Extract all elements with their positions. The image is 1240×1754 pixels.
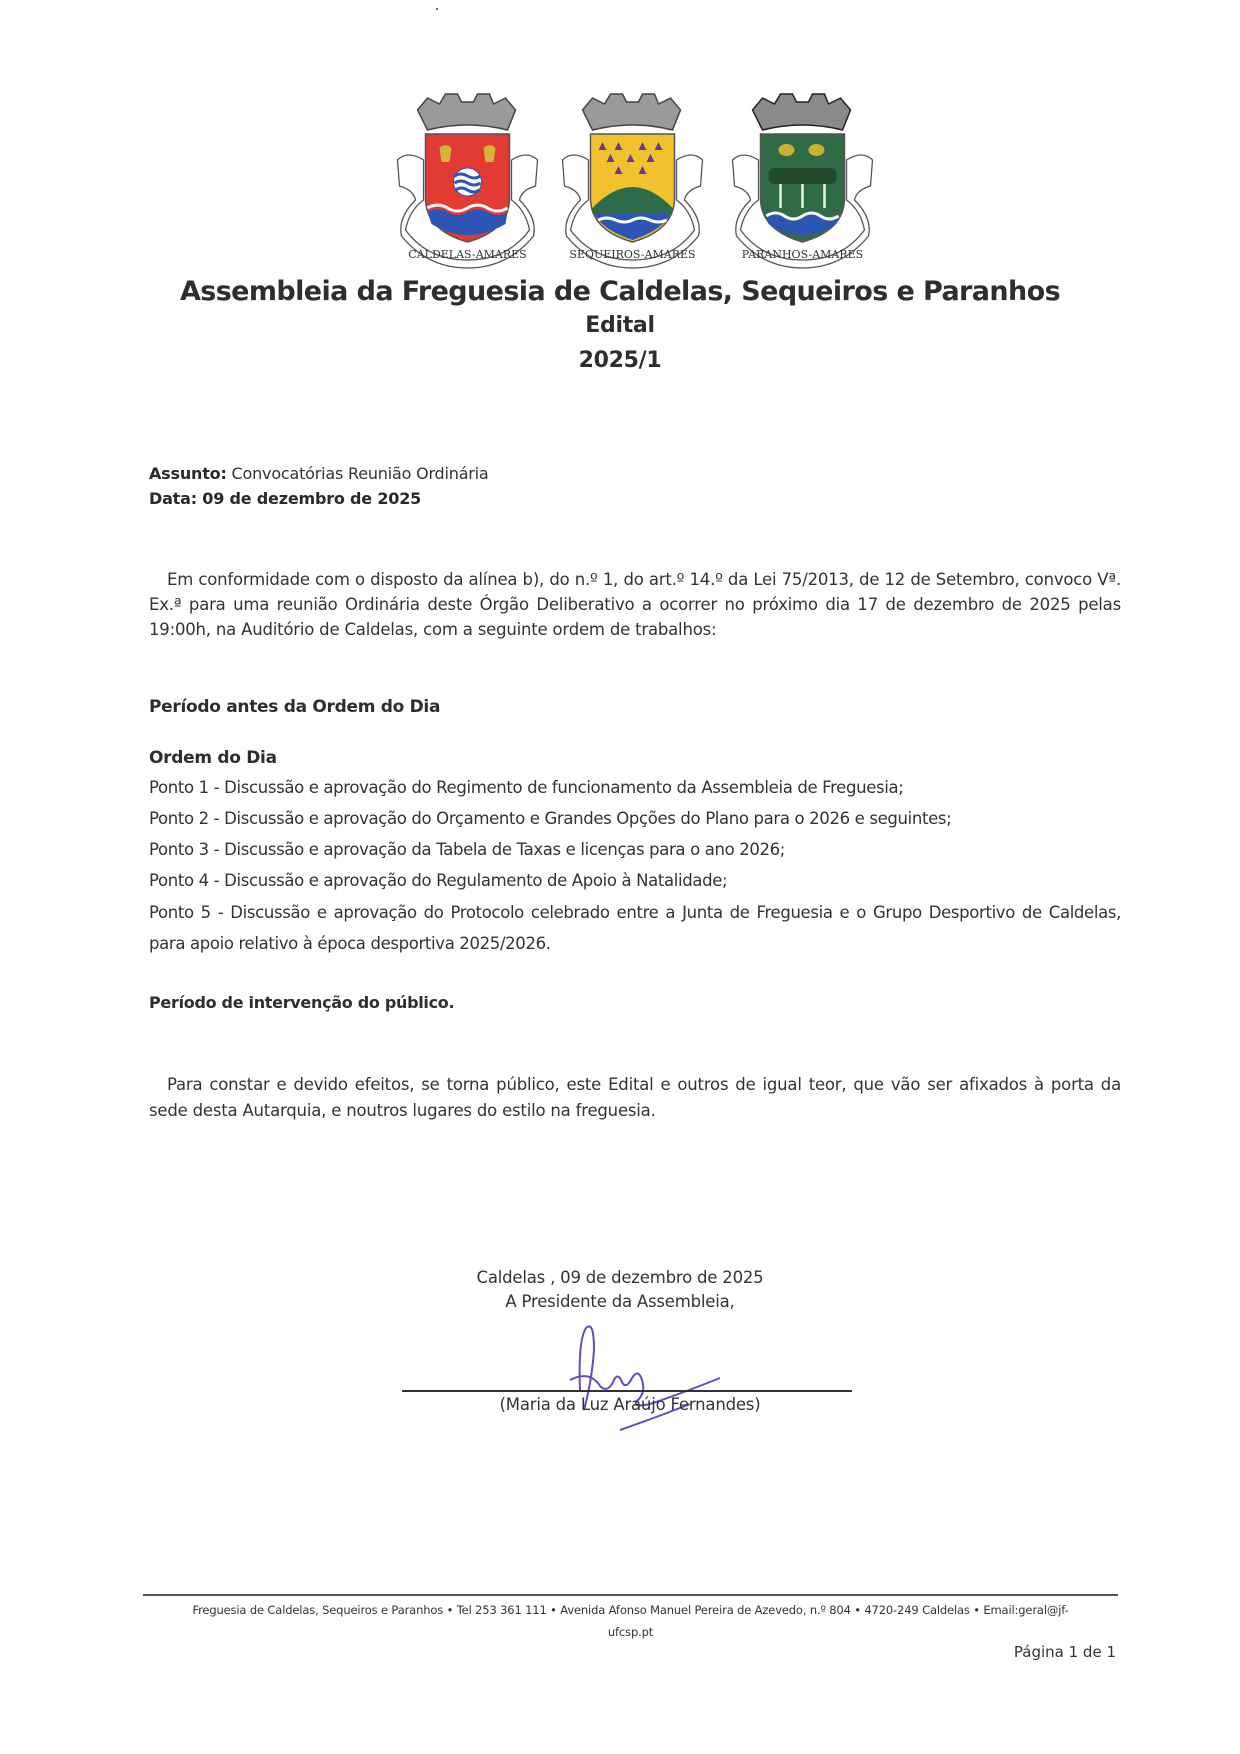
page-number: Página 1 de 1 — [1013, 1643, 1116, 1661]
agenda-item: Ponto 3 - Discussão e aprovação da Tabela de Taxas e licenças para o ano 2026; — [149, 840, 786, 859]
scan-speck — [436, 8, 438, 10]
subject-label: Assunto: — [149, 464, 227, 483]
subject-value: Convocatórias Reunião Ordinária — [226, 464, 489, 483]
date-line — [149, 489, 421, 508]
document-type: Edital — [585, 313, 655, 338]
closing-paragraph: Para constar e devido efeitos, se torna público, este Edital e outros de igual teor, que vão ser afixados à porta da sede desta Autarquia, e noutros lugares do estilo na freguesia. — [149, 1075, 1121, 1120]
signature-line — [402, 1390, 852, 1392]
agenda-item: Ponto 1 - Discussão e aprovação do Regimento de funcionamento da Assembleia de Freguesia; — [149, 778, 904, 797]
signatory-role: A Presidente da Assembleia, — [505, 1292, 735, 1311]
agenda-item: Ponto 5 - Discussão e aprovação do Protocolo celebrado entre a Junta de Freguesia e o Grupo Desportivo de Caldelas, para apoio relativo à época desportiva 2025/2026. — [149, 903, 1121, 953]
section-ordem-do-dia: Ordem do Dia — [149, 748, 277, 768]
crest-paranhos-icon — [720, 90, 885, 270]
intro-paragraph: Em conformidade com o disposto da alínea b), do n.º 1, do art.º 14.º da Lei 75/2013, de 12 de Setembro, convoco Vª. Ex.ª para uma reunião Ordinária deste Órgão Deliberativo a ocorrer no próximo dia 17 de dezembro de 2025 pelas 19:00h, na Auditório de Caldelas, com a seguinte ordem de trabalhos: — [149, 570, 1121, 639]
signatory-name: (Maria da Luz Araújo Fernandes) — [499, 1395, 761, 1414]
document-number: 2025/1 — [578, 348, 662, 373]
svg-text:CALDELAS-AMARES: CALDELAS-AMARES — [408, 248, 527, 261]
svg-text:SEQUEIROS-AMARES: SEQUEIROS-AMARES — [569, 248, 696, 261]
section-periodo-antes: Período antes da Ordem do Dia — [149, 697, 441, 717]
subject-line — [149, 464, 489, 483]
document-title: Assembleia da Freguesia de Caldelas, Sequeiros e Paranhos — [179, 276, 1061, 307]
footer-divider — [143, 1594, 1118, 1596]
handwritten-signature-icon — [560, 1320, 740, 1440]
footer-line-1: Freguesia de Caldelas, Sequeiros e Paranhos • Tel 253 361 111 • Avenida Afonso Manuel Pereira de Azevedo, n.º 804 • 4720-249 Caldelas • Email:geral@jf- — [192, 1603, 1069, 1617]
crest-caldelas-icon — [385, 90, 550, 270]
section-periodo-publico: Período de intervenção do público. — [149, 993, 455, 1012]
coats-of-arms-row — [385, 90, 885, 270]
date-label: Data: 09 de dezembro de 2025 — [149, 489, 422, 508]
footer-contact — [143, 1599, 1118, 1643]
agenda-item: Ponto 2 - Discussão e aprovação do Orçamento e Grandes Opções do Plano para o 2026 e seguintes; — [149, 809, 952, 828]
place-date: Caldelas , 09 de dezembro de 2025 — [476, 1268, 764, 1287]
crest-sequeiros-icon — [550, 90, 715, 270]
footer-line-2: ufcsp.pt — [607, 1625, 654, 1639]
svg-text:PARANHOS-AMARES: PARANHOS-AMARES — [741, 248, 864, 261]
agenda-item: Ponto 4 - Discussão e aprovação do Regulamento de Apoio à Natalidade; — [149, 871, 728, 890]
